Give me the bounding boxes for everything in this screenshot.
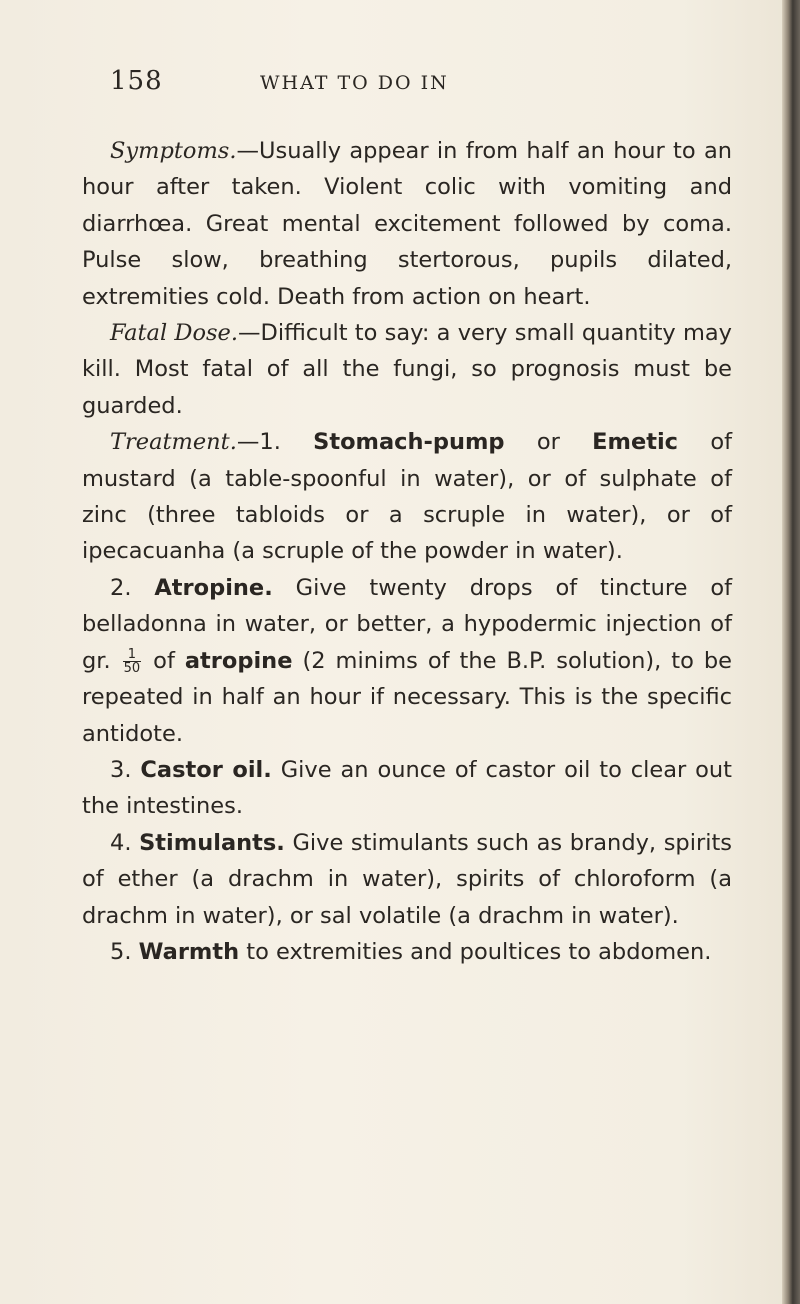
item-title: Warmth (138, 938, 240, 965)
item-text: Give stimulants such as brandy, spirits of ether (a drachm in water), spirits of chloroform (a drachm in water), or sal volatile (a drachm in water). (82, 829, 732, 929)
treatment-item-1 (82, 424, 732, 570)
page-body (82, 133, 732, 970)
treatment-item-2 (82, 570, 732, 752)
item-number: 1. (259, 429, 281, 456)
fatal-dose-text: —Difficult to say: a very small quantity may kill. Most fatal of all the fungi, so prognosis must be guarded. (82, 320, 732, 419)
item-text-mid: of (153, 647, 175, 674)
item-title: Castor oil. (140, 756, 272, 783)
book-spine-edge (782, 0, 800, 1304)
item-text-after: (2 minims of the B.P. solution), to be repeated in half an hour if necessary. This is the specific antidote. (82, 647, 732, 747)
fatal-dose-heading: Fatal Dose. (110, 320, 239, 347)
item-title-secondary: atropine (184, 647, 293, 674)
fraction-denominator: 50 (123, 660, 141, 676)
treatment-item-3 (82, 752, 732, 825)
running-head: WHAT TO DO IN (260, 72, 449, 94)
item-connector: or (536, 429, 560, 456)
symptoms-text: —Usually appear in from half an hour to an hour after taken. Violent colic with vomiting and diarrhœa. Great mental excitement followed by coma. Pulse slow, breathing stertorous, pupils dilated, extremities cold. Death from action on heart. (82, 138, 732, 310)
page-number: 158 (110, 66, 163, 96)
treatment-item-5 (82, 934, 732, 970)
treatment-heading: Treatment. (110, 429, 237, 456)
fraction-numerator: 1 (123, 648, 142, 662)
item-title: Stimulants. (139, 829, 285, 856)
item-text: of mustard (a table-spoonful in water), or of sulphate of zinc (three tabloids or a scruple in water), or of ipecacuanha (a scruple of the powder in water). (82, 429, 732, 565)
treatment-item-4 (82, 825, 732, 934)
symptoms-heading: Symptoms. (110, 138, 237, 164)
item-number: 3. (110, 756, 132, 783)
item-number: 2. (110, 574, 132, 601)
item-title-secondary: Emetic (592, 429, 679, 456)
item-text: Give an ounce of castor oil to clear out the intestines. (82, 756, 733, 820)
dose-fraction (123, 648, 142, 675)
symptoms-paragraph (82, 133, 732, 315)
treatment-intro: — (236, 429, 260, 456)
item-text: to extremities and poultices to abdomen. (246, 938, 712, 965)
item-number: 4. (110, 829, 132, 856)
item-number: 5. (110, 938, 132, 965)
item-title: Atropine. (154, 574, 273, 601)
page-header (110, 66, 710, 106)
fatal-dose-paragraph (82, 315, 732, 424)
item-text: Give twenty drops of tincture of belladonna in water, or better, a hypodermic injection of gr. (82, 574, 733, 674)
item-title: Stomach-pump (313, 429, 505, 456)
